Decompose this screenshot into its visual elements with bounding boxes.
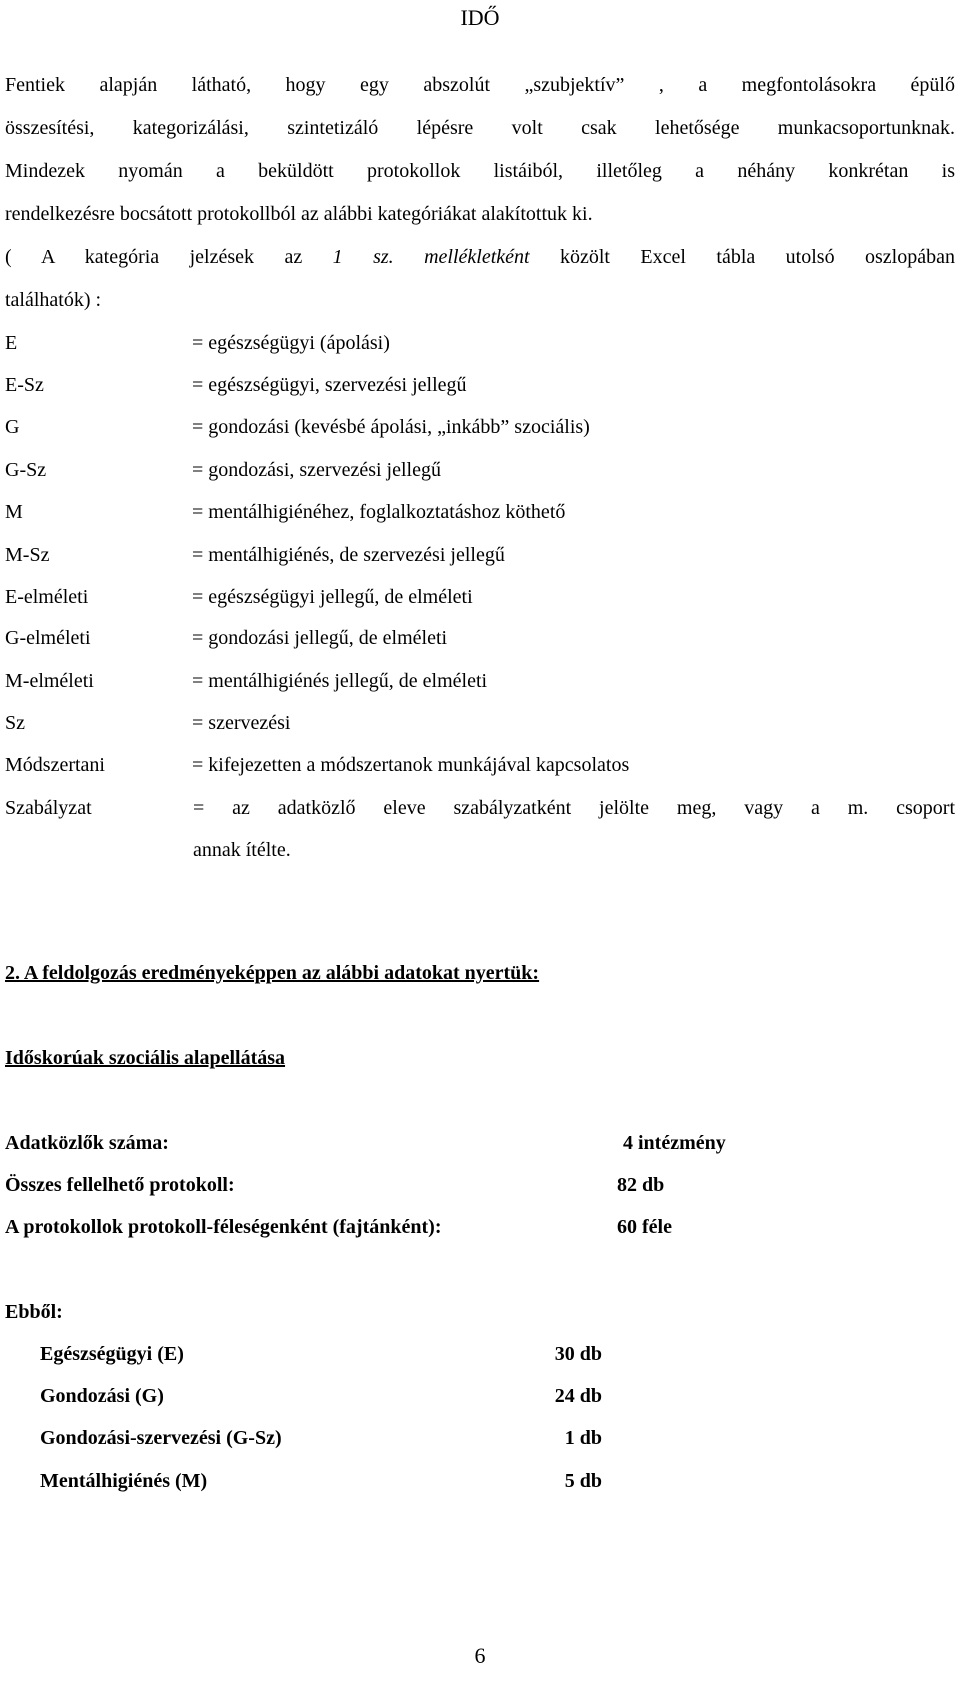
category-code: G-elméleti xyxy=(5,627,91,649)
stat-value: 60 féle xyxy=(617,1216,672,1238)
category-desc: = egészségügyi, szervezési jellegű xyxy=(192,374,467,396)
breakdown-label: Mentálhigiénés (M) xyxy=(40,1470,208,1492)
stat-label: A protokollok protokoll-féleségenként (fajtánként): xyxy=(5,1216,442,1238)
category-code: E-Sz xyxy=(5,374,44,396)
category-code: E-elméleti xyxy=(5,586,89,608)
category-code: Szabályzat xyxy=(5,797,92,819)
stat-label: Adatközlők száma: xyxy=(5,1132,169,1154)
note-suffix: közölt Excel tábla utolsó oszlopában xyxy=(529,246,955,268)
category-desc: = kifejezetten a módszertanok munkájával kapcsolatos xyxy=(192,754,630,776)
note-line-1 xyxy=(5,246,955,269)
category-code: M xyxy=(5,501,23,523)
category-desc: = az adatközlő eleve szabályzatként jelölte meg, vagy a m. csoport xyxy=(193,797,955,819)
section-heading: 2. A feldolgozás eredményeképpen az alábbi adatokat nyertük: xyxy=(5,962,540,984)
category-code: M-Sz xyxy=(5,544,50,566)
category-code: M-elméleti xyxy=(5,670,94,692)
intro-line-3: Mindezek nyomán a beküldött protokollok listáiból, illetőleg a néhány konkrétan is xyxy=(5,160,955,182)
category-code: E xyxy=(5,332,18,354)
intro-line-2: összesítési, kategorizálási, szintetizáló lépésre volt csak lehetősége munkacsoportunknak. xyxy=(5,117,955,139)
category-desc: = szervezési xyxy=(192,712,291,734)
category-code: G-Sz xyxy=(5,459,47,481)
category-desc: = mentálhigiénéhez, foglalkoztatáshoz köthető xyxy=(192,501,566,523)
note-line-2: találhatók) : xyxy=(5,289,102,311)
breakdown-value: 5 db xyxy=(564,1470,602,1492)
breakdown-value: 1 db xyxy=(564,1427,602,1449)
category-desc: = egészségügyi jellegű, de elméleti xyxy=(192,586,473,608)
breakdown-title: Ebből: xyxy=(5,1301,63,1323)
category-code: Módszertani xyxy=(5,754,105,776)
category-desc: = mentálhigiénés jellegű, de elméleti xyxy=(192,670,488,692)
stat-value: 4 intézmény xyxy=(623,1132,726,1154)
category-desc: = gondozási, szervezési jellegű xyxy=(192,459,441,481)
page-number: 6 xyxy=(474,1643,486,1668)
category-desc: = gondozási jellegű, de elméleti xyxy=(192,627,448,649)
breakdown-value: 24 db xyxy=(554,1385,602,1407)
note-italic: 1 sz. mellékletként xyxy=(332,246,530,268)
breakdown-label: Gondozási (G) xyxy=(40,1385,164,1407)
intro-line-1: Fentiek alapján látható, hogy egy abszolút „szubjektív” , a megfontolásokra épülő xyxy=(5,74,955,96)
page-header: IDŐ xyxy=(460,5,500,30)
subsection-heading: Időskorúak szociális alapellátása xyxy=(5,1047,286,1069)
category-desc: = egészségügyi (ápolási) xyxy=(192,332,390,354)
breakdown-value: 30 db xyxy=(554,1343,602,1365)
breakdown-label: Gondozási-szervezési (G-Sz) xyxy=(40,1427,282,1449)
note-prefix: ( A kategória jelzések az xyxy=(5,246,333,268)
category-code: Sz xyxy=(5,712,25,734)
category-desc: = gondozási (kevésbé ápolási, „inkább” szociális) xyxy=(192,416,590,438)
category-desc: = mentálhigiénés, de szervezési jellegű xyxy=(192,544,505,566)
stat-label: Összes fellelhető protokoll: xyxy=(5,1174,235,1196)
breakdown-label: Egészségügyi (E) xyxy=(40,1343,184,1365)
intro-line-4: rendelkezésre bocsátott protokollból az alábbi kategóriákat alakítottuk ki. xyxy=(5,203,593,225)
category-desc-continued: annak ítélte. xyxy=(193,839,291,861)
stat-value: 82 db xyxy=(617,1174,665,1196)
category-code: G xyxy=(5,416,20,438)
